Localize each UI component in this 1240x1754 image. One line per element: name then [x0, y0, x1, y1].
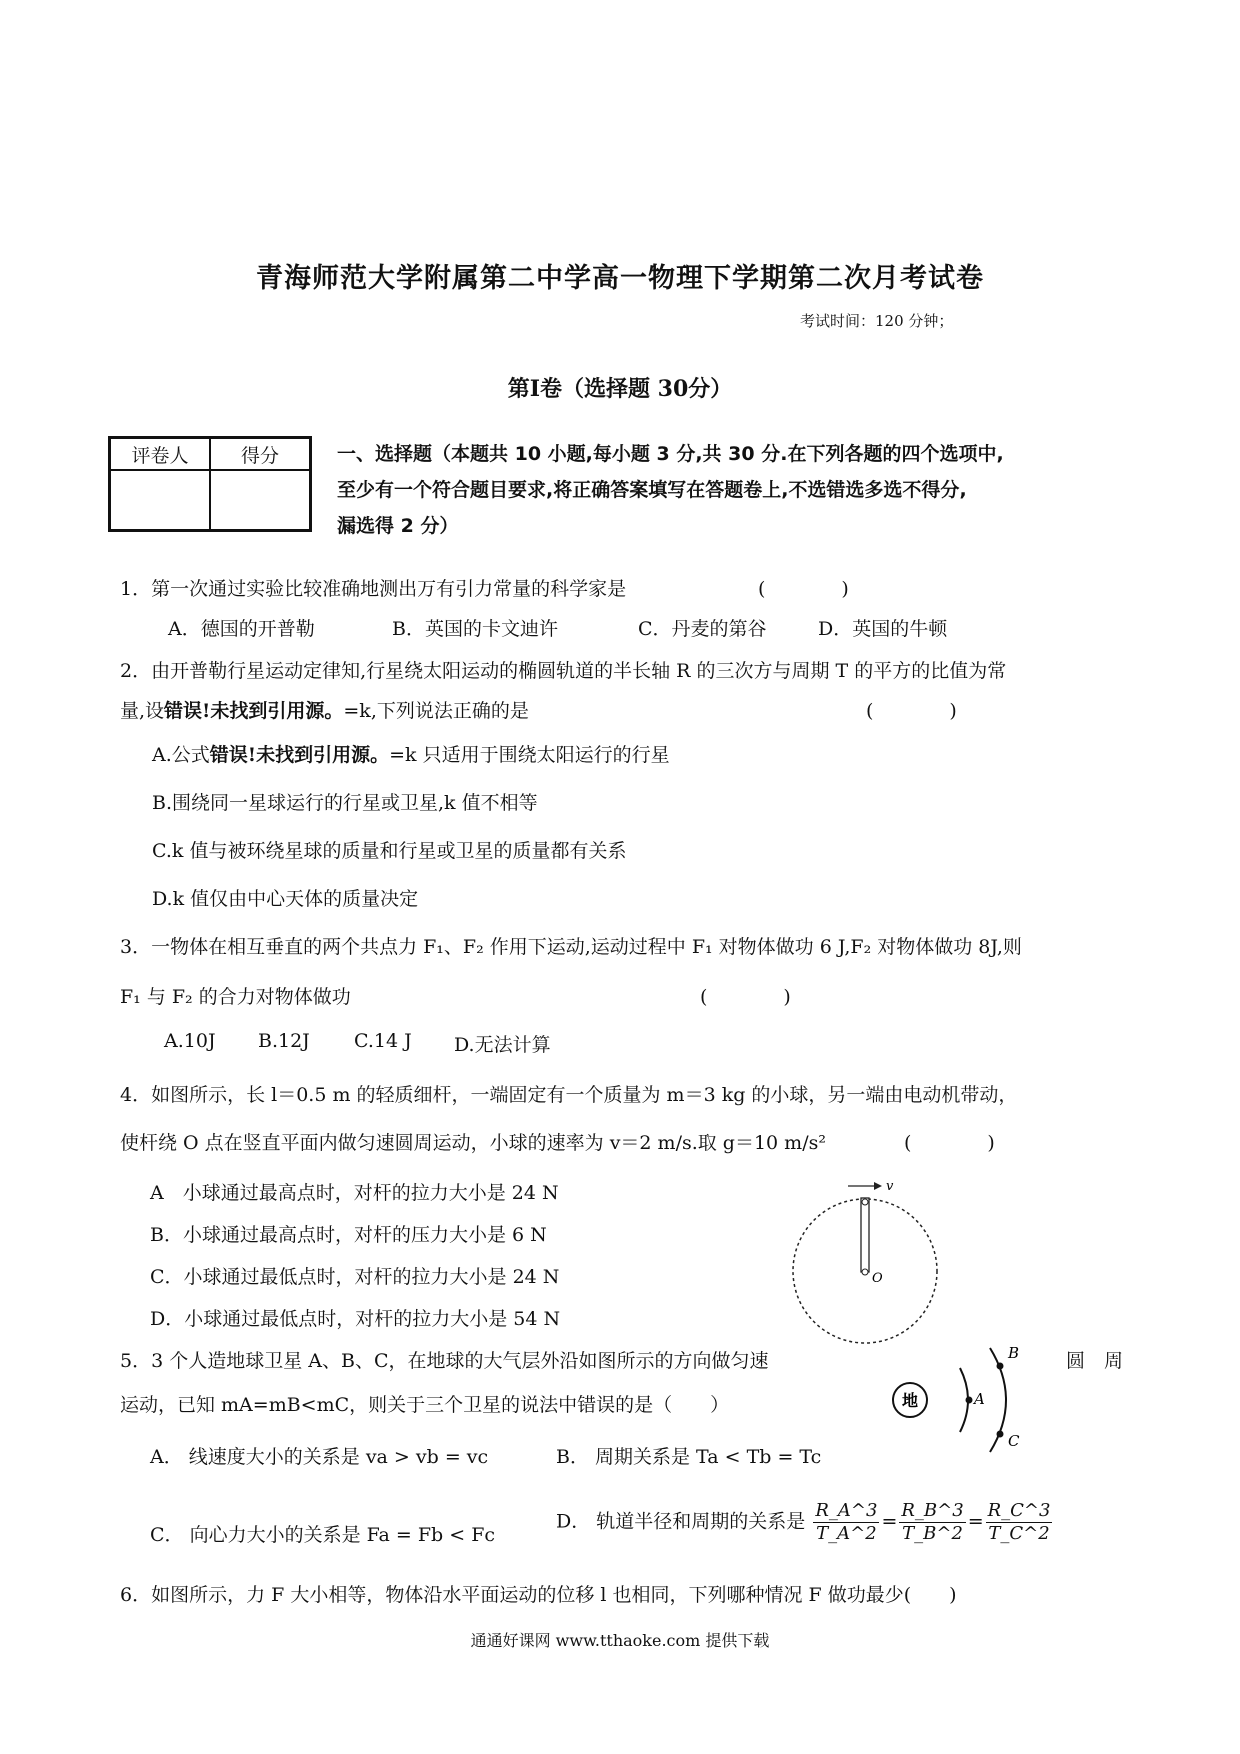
q3-option-c: C.14 J — [354, 1030, 412, 1052]
q2-option-a-error: 错误!未找到引用源。 — [209, 744, 390, 766]
satellite-b — [997, 1363, 1004, 1370]
score-label: 得分 — [210, 438, 311, 471]
q6-stem: 6．如图所示，力 F 大小相等，物体沿水平面运动的位移 l 也相同，下列哪种情况 F 做功最少( ) — [120, 1584, 957, 1606]
center-label: O — [872, 1271, 883, 1286]
q1-bracket: ( ) — [758, 578, 849, 600]
q2-option-a-suffix: =k 只适用于围绕太阳运行的行星 — [389, 744, 670, 766]
fraction-b-den: T_B^2 — [902, 1523, 963, 1544]
q4-line1: 4．如图所示，长 l＝0.5 m 的轻质细杆，一端固定有一个质量为 m＝3 kg 的小球，另一端由电动机带动， — [120, 1084, 1018, 1106]
q4-option-a: A 小球通过最高点时，对杆的拉力大小是 24 N — [150, 1182, 559, 1204]
q5-line1-tail: 圆 周 — [1066, 1350, 1124, 1372]
q5-option-a-text: 线速度大小的关系是 va > vb = vc — [188, 1446, 489, 1468]
fraction-c-num: R_C^3 — [987, 1500, 1051, 1521]
q5-option-b — [556, 1442, 821, 1469]
q3-bracket: ( ) — [700, 986, 791, 1008]
exam-time: 考试时间：120 分钟； — [800, 312, 954, 330]
label-a: A — [974, 1390, 985, 1408]
q2-line2 — [120, 696, 529, 723]
instruction-line: 漏选得 2 分） — [337, 515, 459, 537]
q1-stem: 1．第一次通过实验比较准确地测出万有引力常量的科学家是 — [120, 578, 627, 600]
q3-option-b: B.12J — [258, 1030, 310, 1052]
q5-option-b-text: 周期关系是 Ta < Tb = Tc — [595, 1446, 822, 1468]
q5-option-d: D． 轨道半径和周期的关系是 $\frac{R\_A\^{}3}{T\_A\^{}2}$ = $\frac{R\_B\^{}3}{T\_B\^{}2}$ = $\frac{R\_C\^{}3}{T\_C\^{}2}$ — [556, 1500, 1051, 1544]
q1-option-c: C．丹麦的第谷 — [638, 618, 767, 640]
q3-line2: F₁ 与 F₂ 的合力对物体做功 — [120, 986, 351, 1008]
fraction-b — [899, 1500, 965, 1545]
satellite-a — [966, 1397, 973, 1404]
fraction-b-num: R_B^3 — [901, 1500, 964, 1521]
q4-circle-figure — [780, 1176, 960, 1346]
q2-option-c: C.k 值与被环绕星球的质量和行星或卫星的质量都有关系 — [152, 840, 627, 862]
q5-line1: 5．3 个人造地球卫星 A、B、C，在地球的大气层外沿如图所示的方向做匀速 — [120, 1350, 769, 1372]
q2-option-d: D.k 值仅由中心天体的质量决定 — [152, 888, 419, 910]
q2-option-a — [152, 740, 670, 767]
q5-option-c-text: 向心力大小的关系是 Fa = Fb < Fc — [189, 1524, 496, 1546]
grading-table — [108, 436, 312, 532]
reviewer-label: 评卷人 — [110, 438, 211, 471]
q2-line1: 2．由开普勒行星运动定律知,行星绕太阳运动的椭圆轨道的半长轴 R 的三次方与周期 T 的平方的比值为常 — [120, 660, 1007, 682]
q5-option-d-label: D． — [556, 1510, 591, 1533]
q5-option-b-label: B． — [556, 1446, 589, 1468]
reviewer-cell — [110, 470, 211, 531]
fraction-a — [813, 1500, 879, 1545]
q2-option-b: B.围绕同一星球运行的行星或卫星,k 值不相等 — [152, 792, 538, 814]
instruction-line: 至少有一个符合题目要求,将正确答案填写在答题卷上,不选错选多选不得分, — [337, 479, 967, 501]
q4-option-b: B．小球通过最高点时，对杆的压力大小是 6 N — [150, 1224, 547, 1246]
q5-option-a-label: A． — [150, 1446, 183, 1468]
fraction-a-num: R_A^3 — [815, 1500, 878, 1521]
score-cell — [210, 470, 311, 531]
q5-line2: 运动，已知 mA=mB<mC，则关于三个卫星的说法中错误的是（ ） — [120, 1394, 730, 1416]
q1-option-d: D．英国的牛顿 — [818, 618, 948, 640]
q2-option-a-prefix: A.公式 — [152, 744, 210, 766]
section-title: 第Ⅰ卷（选择题 30分） — [507, 376, 733, 402]
fraction-c-den: T_C^2 — [988, 1523, 1050, 1544]
q3-option-a: A.10J — [164, 1030, 216, 1052]
exam-title: 青海师范大学附属第二中学高一物理下学期第二次月考试卷 — [256, 263, 984, 294]
velocity-arrow-head — [874, 1182, 882, 1190]
q4-option-d: D．小球通过最低点时，对杆的拉力大小是 54 N — [150, 1308, 561, 1330]
velocity-label: v — [886, 1179, 894, 1194]
earth-label: 地 — [901, 1391, 919, 1410]
q4-option-c: C．小球通过最低点时，对杆的拉力大小是 24 N — [150, 1266, 560, 1288]
q5-option-c — [150, 1520, 495, 1547]
q3-option-d: D.无法计算 — [454, 1034, 551, 1056]
q3-line1: 3．一物体在相互垂直的两个共点力 F₁、F₂ 作用下运动,运动过程中 F₁ 对物体做功 6 J,F₂ 对物体做功 8J,则 — [120, 936, 1022, 958]
q2-line2-prefix: 量,设 — [120, 700, 165, 722]
q5-option-c-label: C． — [150, 1524, 184, 1546]
q5-satellite-figure — [888, 1336, 1048, 1460]
section-instructions — [337, 436, 1137, 544]
q1-option-b: B．英国的卡文迪许 — [392, 618, 558, 640]
rod — [861, 1198, 869, 1272]
q4-line2: 使杆绕 O 点在竖直平面内做匀速圆周运动，小球的速率为 v＝2 m/s.取 g＝10 m/s² — [120, 1132, 826, 1154]
fraction-a-den: T_A^2 — [816, 1523, 877, 1544]
pivot — [862, 1269, 868, 1275]
label-b: B — [1008, 1344, 1020, 1362]
q4-bracket: ( ) — [904, 1132, 995, 1154]
q2-error-text: 错误!未找到引用源。 — [164, 700, 344, 722]
fraction-c — [986, 1500, 1053, 1545]
q5-option-a — [150, 1442, 488, 1469]
footer-text: 通通好课网 www.tthaoke.com 提供下载 — [470, 1631, 770, 1650]
q2-line2-suffix: =k,下列说法正确的是 — [343, 700, 529, 722]
q2-bracket: ( ) — [866, 700, 957, 722]
satellite-c — [997, 1431, 1004, 1438]
q5-option-d-text: 轨道半径和周期的关系是 — [596, 1510, 806, 1533]
ball — [862, 1199, 868, 1205]
label-c: C — [1008, 1432, 1020, 1450]
instruction-line: 一、选择题（本题共 10 小题,每小题 3 分,共 30 分.在下列各题的四个选项中, — [337, 443, 1004, 465]
q1-option-a: A．德国的开普勒 — [168, 618, 315, 640]
